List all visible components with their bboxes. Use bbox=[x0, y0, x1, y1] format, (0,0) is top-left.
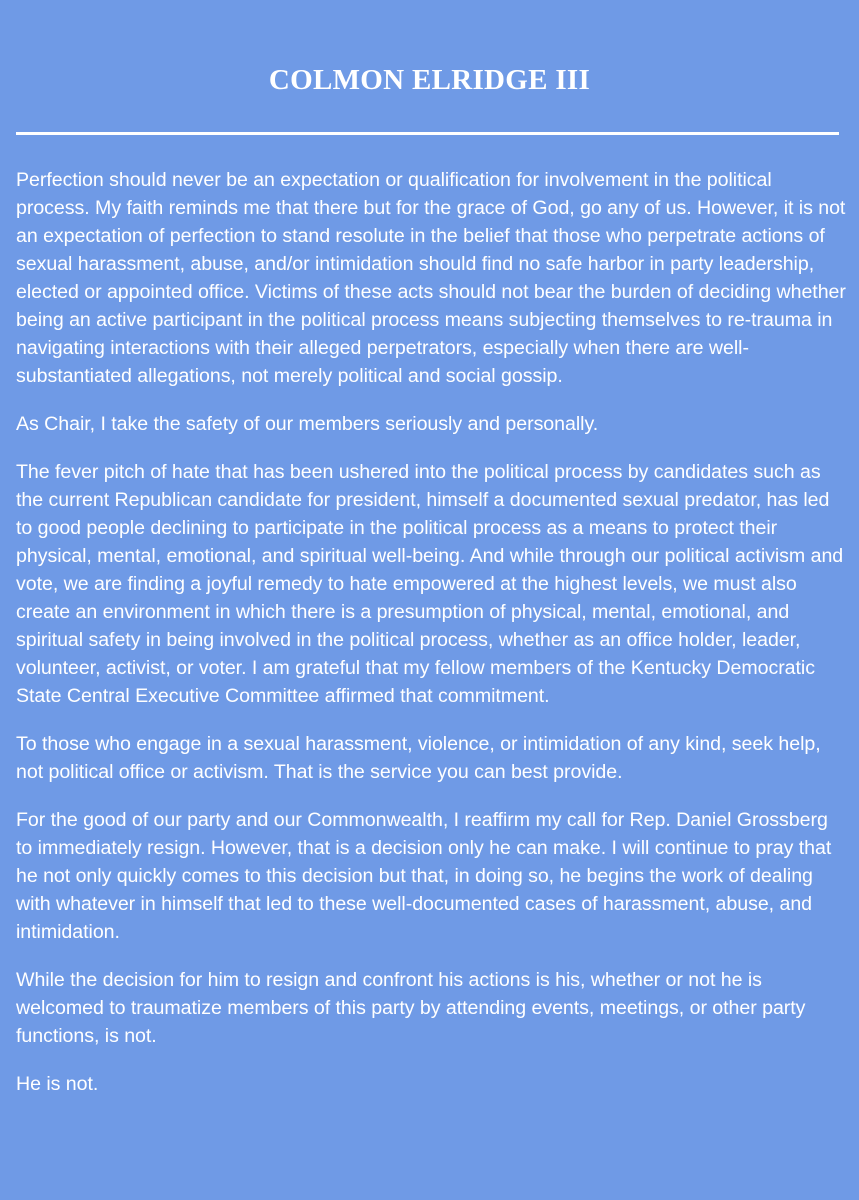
paragraph: For the good of our party and our Commonwealth, I reaffirm my call for Rep. Daniel Grossberg to immediately resign. However, that is a decision only he can make. I will continue to pray that he not only quickly comes to this decision but that, in doing so, he begins the work of dealing with whatever in himself that led to these well-documented cases of harassment, abuse, and intimidation. bbox=[16, 809, 832, 943]
page-title: COLMON ELRIDGE III bbox=[268, 64, 591, 96]
paragraph: While the decision for him to resign and confront his actions is his, whether or not he is welcomed to traumatize members of this party by attending events, meetings, or other party functions, is not. bbox=[16, 969, 806, 1047]
statement-body bbox=[16, 166, 849, 1118]
paragraph: He is not. bbox=[16, 1073, 99, 1095]
paragraph: The fever pitch of hate that has been ushered into the political process by candidates such as the current Republican candidate for president, himself a documented sexual predator, has led to good people declining to participate in the political process as a means to protect their physical, mental, emotional, and spiritual well-being. And while through our political activism and vote, we are finding a joyful remedy to hate empowered at the highest levels, we must also create an environment in which there is a presumption of physical, mental, emotional, and spiritual safety in being involved in the political process, whether as an office holder, leader, volunteer, activist, or voter. I am grateful that my fellow members of the Kentucky Democratic State Central Executive Committee affirmed that commitment. bbox=[16, 461, 844, 707]
paragraph: To those who engage in a sexual harassment, violence, or intimidation of any kind, seek help, not political office or activism. That is the service you can best provide. bbox=[16, 733, 821, 783]
paragraph: Perfection should never be an expectation or qualification for involvement in the political process. My faith reminds me that there but for the grace of God, go any of us. However, it is not an expectation of perfection to stand resolute in the belief that those who perpetrate actions of sexual harassment, abuse, and/or intimidation should find no safe harbor in party leadership, elected or appointed office. Victims of these acts should not bear the burden of deciding whether being an active participant in the political process means subjecting themselves to re-trauma in navigating interactions with their alleged perpetrators, especially when there are well-substantiated allegations, not merely political and social gossip. bbox=[16, 169, 846, 387]
title-divider bbox=[16, 132, 839, 135]
paragraph: As Chair, I take the safety of our members seriously and personally. bbox=[16, 413, 599, 435]
